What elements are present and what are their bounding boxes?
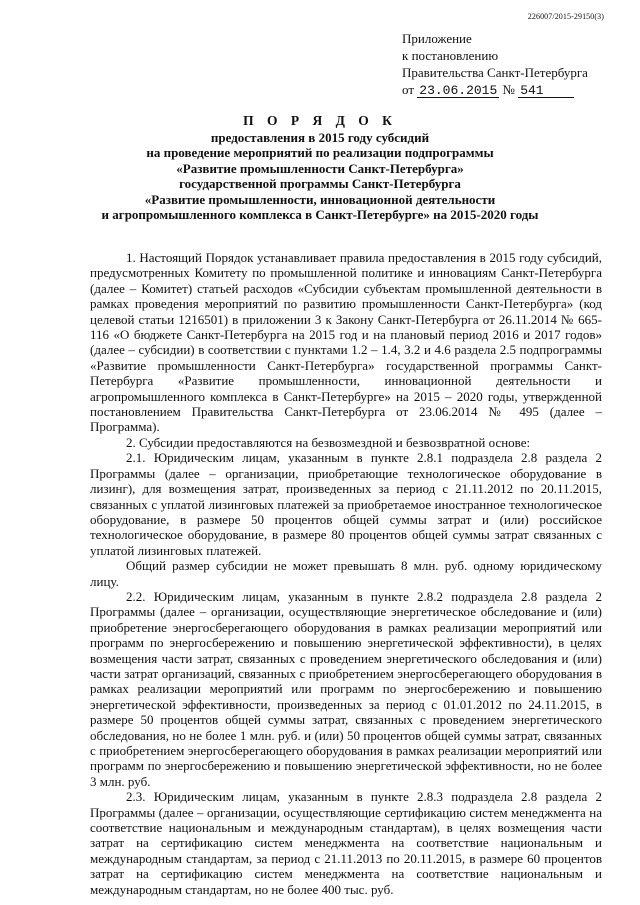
paragraph-2-2: 2.2. Юридическим лицам, указанным в пункте 2.8.2 подраздела 2.8 раздела 2 Программы (далее – организации, осуществляющие энергетическое обследование и (или) приобретение энергосберегающего оборудования в рамках реализации мероприятий или программ по энергосбережению и повышению энергетической эффективности), в целях возмещения части затрат, связанных с проведением энергетического обследования и (или) части затрат организаций, связанных с приобретением энергосберегающего оборудования в рамках реализации мероприятий или программ по энергосбережению и повышению энергетической эффективности, произведенных за период с 01.01.2012 по 24.11.2015, в размере 50 процентов общей суммы затрат, связанных с проведением энергетического обследования, но не более 1 млн. руб. и (или) 50 процентов общей суммы затрат, связанных с приобретением энергосберегающего оборудования в рамках реализации мероприятий или программ по энергосбережению и повышению энергетической эффективности, но не более 3 млн. руб. [90, 588, 602, 789]
appendix-resolution: к постановлению [402, 48, 499, 63]
document-title [60, 113, 580, 223]
paragraph-2-1-limit: Общий размер субсидии не может превышать 8 млн. руб. одному юридическому лицу. [90, 558, 602, 589]
document-body [90, 250, 602, 897]
paragraph-2-1: 2.1. Юридическим лицам, указанным в пункте 2.8.1 подраздела 2.8 раздела 2 Программы (далее – организации, приобретающие технологическое оборудование в лизинг), для возмещения затрат, произведенных за период с 21.11.2012 по 20.11.2015, связанных с уплатой лизинговых платежей за приобретаемое иностранное технологическое оборудование, в размере 50 процентов общей суммы затрат и (или) российское технологическое оборудование, в размере 80 процентов общей суммы затрат связанных с уплатой лизинговых платежей. [90, 450, 602, 558]
appendix-block [402, 30, 612, 98]
title-line-1: предоставления в 2015 году субсидий [210, 129, 430, 145]
paragraph-1: 1. Настоящий Порядок устанавливает правила предоставления в 2015 году субсидий, предусмотренных Комитету по промышленной политике и инновациям Санкт-Петербурга (далее – Комитет) статьей расходов «Субсидии субъектам промышленной деятельности в рамках проведения мероприятий по развитию промышленности Санкт-Петербурга» (код целевой статьи 1216501) в приложении 3 к Закону Санкт-Петербурга от 26.11.2014 № 665-116 «О бюджете Санкт-Петербурга на 2015 год и на плановый период 2016 и 2017 годов» (далее – субсидии) в соответствии с пунктами 1.2 – 1.4, 3.2 и 4.6 раздела 2.5 подпрограммы «Развитие промышленности Санкт-Петербурга» государственной программы Санкт-Петербурга «Развитие промышленности, инновационной деятельности и агропромышленного комплекса в Санкт-Петербурге» на 2015 – 2020 годы, утвержденной постановлением Правительства Санкт-Петербурга от 23.06.2014 № 495 (далее – Программа). [90, 250, 602, 435]
appendix-title: Приложение [402, 31, 472, 46]
resolution-number: 541 [518, 84, 574, 98]
appendix-date-line [402, 81, 612, 98]
title-line-6: и агропромышленного комплекса в Санкт-Петербурге» на 2015-2020 годы [101, 207, 539, 222]
document-code: 226007/2015-29150(3) [527, 12, 604, 21]
number-sign: № [502, 82, 515, 97]
title-line-3: «Развитие промышленности Санкт-Петербурга» [176, 160, 464, 176]
title-line-5: «Развитие промышленности, инновационной деятельности [144, 191, 496, 207]
date-prefix: от [402, 82, 415, 97]
title-line-4: государственной программы Санкт-Петербурга [179, 176, 461, 191]
resolution-date: 23.06.2015 [419, 83, 498, 98]
appendix-government: Правительства Санкт-Петербурга [402, 65, 588, 80]
title-line-2: на проведение мероприятий по реализации подпрограммы [146, 145, 494, 160]
paragraph-2: 2. Субсидии предоставляются на безвозмездной и безвозвратной основе: [126, 434, 531, 450]
paragraph-2-3: 2.3. Юридическим лицам, указанным в пункте 2.8.3 подраздела 2.8 раздела 2 Программы (далее – организации, осуществляющие сертификацию систем менеджмента на соответствие национальным и международным стандартам), в целях возмещения части затрат на сертификацию систем менеджмента на соответствие национальным и международным стандартам, за период с 21.11.2013 по 20.11.2015, в размере 60 процентов затрат на сертификацию систем менеджмента на соответствие национальным и международным стандартам, но не более 400 тыс. руб. [90, 789, 602, 897]
title-heading: П О Р Я Д О К [243, 113, 397, 128]
